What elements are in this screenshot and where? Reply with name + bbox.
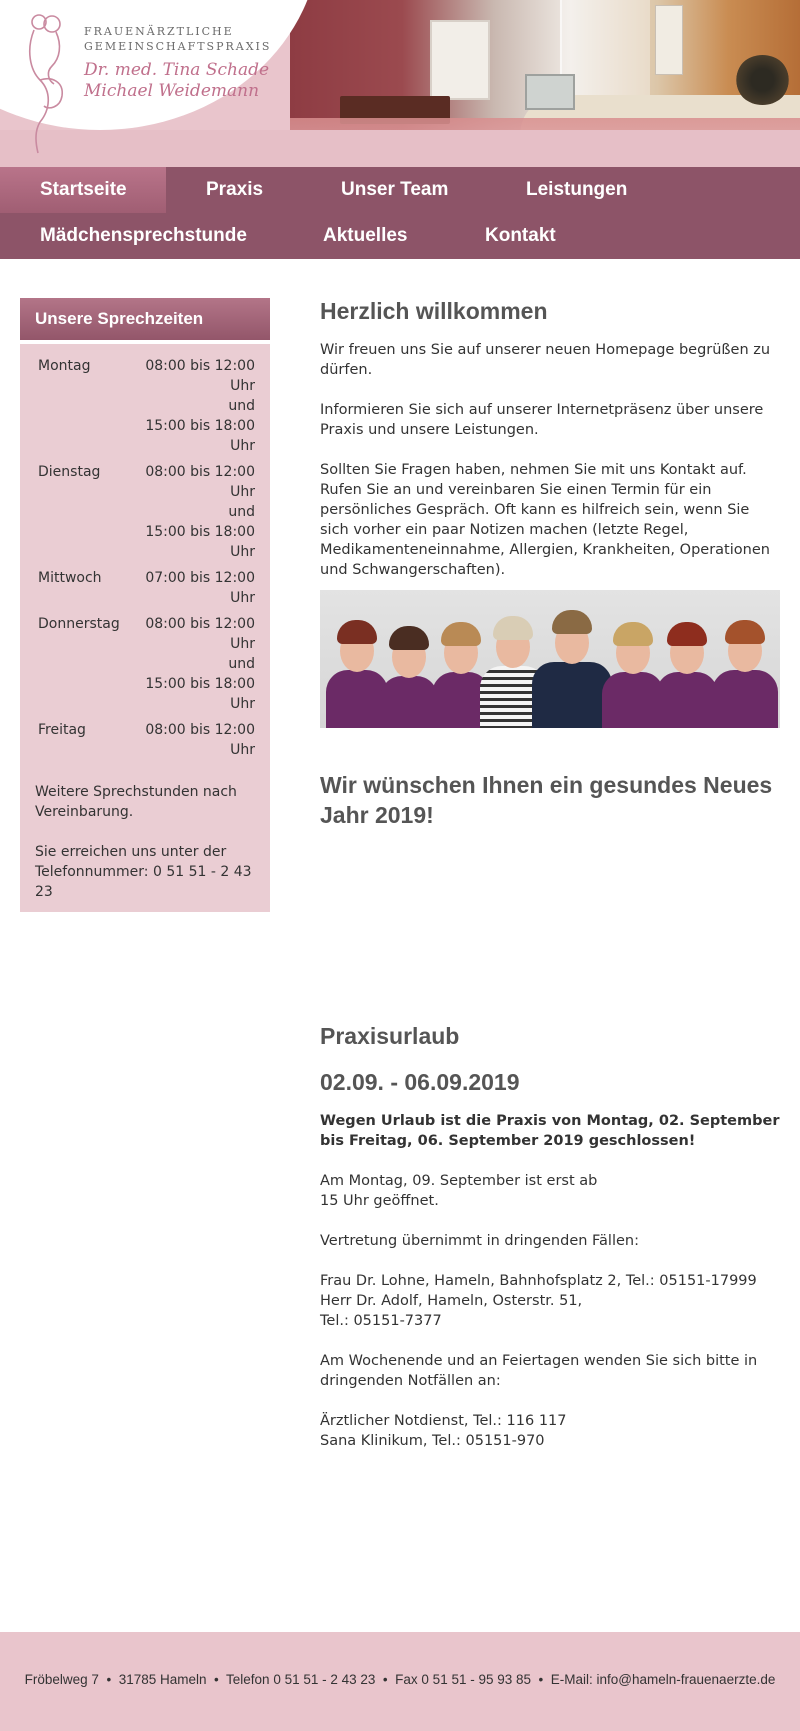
team-photo [320, 590, 780, 728]
header-banner [0, 0, 800, 167]
hours-time-line: 08:00 bis 12:00 Uhr [145, 464, 255, 500]
office-hours-body [20, 344, 270, 912]
logo-mother-child-icon[interactable] [22, 10, 72, 155]
team-member [380, 616, 438, 728]
hours-time-line: 15:00 bis 18:00 Uhr [145, 676, 255, 712]
office-hours-box [20, 298, 270, 912]
footer-phone: Telefon 0 51 51 - 2 43 23 [226, 1672, 376, 1687]
footer-contact-line [0, 1672, 800, 1687]
new-year-section [320, 770, 782, 830]
hours-row-freitag [35, 720, 255, 760]
hours-row-montag [35, 356, 255, 456]
photo-plant [735, 55, 790, 105]
main-content [320, 296, 782, 580]
substitute-intro: Vertretung übernimmt in dringenden Fällen: [320, 1233, 639, 1249]
footer-separator: • [538, 1672, 544, 1687]
vacation-dates: 02.09. - 06.09.2019 [320, 1069, 520, 1095]
hours-time [126, 356, 255, 456]
nav-item-startseite[interactable]: Startseite [0, 167, 166, 213]
hours-time [126, 720, 255, 760]
nav-item-praxis[interactable]: Praxis [206, 179, 264, 200]
nav-item-kontakt[interactable]: Kontakt [485, 225, 556, 246]
office-hours-title: Unsere Sprechzeiten [20, 298, 270, 340]
hours-day: Donnerstag [38, 616, 120, 632]
photo-sign [655, 5, 683, 75]
logo-line-2: GEMEINSCHAFTSPRAXIS [84, 40, 272, 53]
team-member [712, 604, 778, 728]
reopen-line-2: 15 Uhr geöffnet. [320, 1193, 439, 1209]
team-member [326, 608, 388, 728]
vacation-section [320, 1021, 782, 1451]
emergency-1: Ärztlicher Notdienst, Tel.: 116 117 [320, 1413, 567, 1429]
hours-time [126, 614, 255, 714]
office-hours-note: Weitere Sprechstunden nach Vereinbarung. [35, 784, 237, 820]
footer-separator: • [106, 1672, 112, 1687]
substitute-2-phone: Tel.: 05151-7377 [320, 1313, 442, 1329]
hours-time-line: 08:00 bis 12:00 Uhr [145, 358, 255, 394]
hours-time-line: 15:00 bis 18:00 Uhr [145, 418, 255, 454]
hours-day: Freitag [38, 722, 86, 738]
logo-line-1: FRAUENÄRZTLICHE [84, 25, 234, 38]
nav-item-aktuelles[interactable]: Aktuelles [323, 225, 408, 246]
logo-doctor-1: Dr. med. Tina Schade [84, 60, 270, 80]
footer-email-link[interactable]: E-Mail: info@hameln-frauenaerzte.de [550, 1672, 776, 1687]
photo-door [430, 20, 490, 100]
photo-monitor [525, 74, 575, 110]
footer-separator: • [214, 1672, 219, 1687]
weekend-note: Am Wochenende und an Feiertagen wenden Sie sich bitte in dringenden Notfällen an: [320, 1353, 758, 1389]
hours-day: Montag [38, 358, 91, 374]
nav-item-maedchensprechstunde[interactable]: Mädchensprechstunde [40, 225, 247, 246]
hours-time-line: und [228, 656, 255, 672]
hours-time-line: 08:00 bis 12:00 Uhr [145, 722, 255, 758]
hours-time [126, 462, 255, 562]
hours-time-line: 08:00 bis 12:00 Uhr [145, 616, 255, 652]
welcome-title: Herzlich willkommen [320, 298, 548, 324]
hours-time [126, 568, 255, 608]
team-member [602, 604, 664, 728]
team-member [656, 606, 718, 728]
footer [0, 1632, 800, 1731]
welcome-paragraph-1: Wir freuen uns Sie auf unserer neuen Homepage begrüßen zu dürfen. [320, 342, 771, 378]
welcome-paragraph-3: Sollten Sie Fragen haben, nehmen Sie mit uns Kontakt auf. Rufen Sie an und vereinbaren Sie einen Termin für ein persönliches Gespräch. Oft kann es hilfreich sein, wenn Sie sich vorher ein paar Notizen machen (letzte Regel, Medikamenteneinnahme, Allergien, Krankheiten, Operationen und Schwangerschaften). [320, 462, 770, 578]
hours-row-donnerstag [35, 614, 255, 714]
emergency-2: Sana Klinikum, Tel.: 05151-970 [320, 1433, 545, 1449]
reopen-line-1: Am Montag, 09. September ist erst ab [320, 1173, 598, 1189]
nav-item-leistungen[interactable]: Leistungen [526, 179, 628, 200]
main-navigation [0, 167, 800, 259]
logo-text[interactable] [84, 24, 271, 102]
welcome-paragraph-2: Informieren Sie sich auf unserer Internetpräsenz über unsere Praxis und unsere Leistungen. [320, 402, 764, 438]
logo-doctor-2: Michael Weidemann [84, 81, 260, 101]
hours-time-line: und [228, 398, 255, 414]
new-year-title: Wir wünschen Ihnen ein gesundes Neues Jahr 2019! [320, 772, 773, 828]
nav-item-unser-team[interactable]: Unser Team [341, 179, 449, 200]
footer-address: Fröbelweg 7 [24, 1672, 99, 1687]
footer-separator: • [382, 1672, 388, 1687]
hours-time-line: 07:00 bis 12:00 Uhr [145, 570, 255, 606]
footer-city: 31785 Hameln [118, 1672, 207, 1687]
header-band [0, 130, 800, 167]
hours-day: Dienstag [38, 464, 101, 480]
vacation-notice: Wegen Urlaub ist die Praxis von Montag, 02. September bis Freitag, 06. September 2019 geschlossen! [320, 1113, 780, 1149]
team-member [532, 594, 612, 728]
substitute-2: Herr Dr. Adolf, Hameln, Osterstr. 51, [320, 1293, 583, 1309]
vacation-title: Praxisurlaub [320, 1023, 460, 1049]
office-hours-phone: Sie erreichen uns unter der Telefonnummer: 0 51 51 - 2 43 23 [35, 844, 252, 900]
hours-row-dienstag [35, 462, 255, 562]
hours-row-mittwoch [35, 568, 255, 608]
substitute-1: Frau Dr. Lohne, Hameln, Bahnhofsplatz 2, Tel.: 05151-17999 [320, 1273, 757, 1289]
hours-day: Mittwoch [38, 570, 102, 586]
footer-fax: Fax 0 51 51 - 95 93 85 [395, 1672, 532, 1687]
hours-time-line: und [228, 504, 255, 520]
hours-time-line: 15:00 bis 18:00 Uhr [145, 524, 255, 560]
